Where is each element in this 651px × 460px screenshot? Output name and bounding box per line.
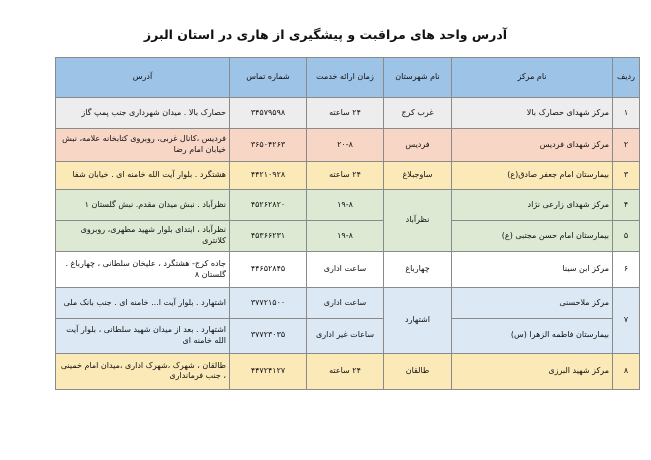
center-name: مرکز شهید البرزی bbox=[452, 353, 613, 389]
service-time: ساعات غیر اداری bbox=[307, 318, 384, 353]
phone-number: ۴۵۳۶۶۲۳۱ bbox=[230, 221, 307, 252]
city-name: غرب کرج bbox=[384, 98, 452, 129]
header-center-name: نام مرکز bbox=[452, 58, 613, 98]
table-row bbox=[56, 98, 640, 129]
service-time: ۱۹-۸ bbox=[307, 221, 384, 252]
service-time: ۲۴ ساعته bbox=[307, 161, 384, 189]
phone-number: ۴۴۶۵۲۸۴۵ bbox=[230, 252, 307, 288]
table-row bbox=[56, 353, 640, 389]
address: حصارک بالا . میدان شهرداری جنب پمپ گاز bbox=[56, 98, 230, 129]
row-number: ۲ bbox=[613, 129, 640, 162]
address: هشتگرد . بلوار آیت الله خامنه ای . خیابان شفا bbox=[56, 161, 230, 189]
table-row bbox=[56, 189, 640, 221]
city-name: ساوجبلاغ bbox=[384, 161, 452, 189]
phone-number: ۳۴۵۷۹۵۹۸ bbox=[230, 98, 307, 129]
service-time: ۲۴ ساعته bbox=[307, 353, 384, 389]
city-name: چهارباغ bbox=[384, 252, 452, 288]
center-name: مرکز شهدای حصارک بالا bbox=[452, 98, 613, 129]
table-row bbox=[56, 221, 640, 252]
address: اشتهارد . بعد از میدان شهید سلطانی ، بلوار آیت الله خامنه ای bbox=[56, 318, 230, 353]
address: طالقان ، شهرک ،شهرک اداری ،میدان امام خمینی ، جنب فرمانداری bbox=[56, 353, 230, 389]
header-phone: شماره تماس bbox=[230, 58, 307, 98]
row-number: ۴ bbox=[613, 189, 640, 221]
row-number: ۱ bbox=[613, 98, 640, 129]
service-time: ساعت اداری bbox=[307, 288, 384, 319]
table-row bbox=[56, 288, 640, 319]
row-number: ۳ bbox=[613, 161, 640, 189]
header-service-time: زمان ارائه خدمت bbox=[307, 58, 384, 98]
center-name: مرکز ملاحسنی bbox=[452, 288, 613, 319]
header-city: نام شهرستان bbox=[384, 58, 452, 98]
center-name: مرکز شهدای فردیس bbox=[452, 129, 613, 162]
city-name: اشتهارد bbox=[384, 288, 452, 354]
service-time: ۲۰-۸ bbox=[307, 129, 384, 162]
center-name: مرکز ابن سینا bbox=[452, 252, 613, 288]
row-number: ۸ bbox=[613, 353, 640, 389]
service-time: ساعت اداری bbox=[307, 252, 384, 288]
address: فردیس ،کانال غربی، روبروی کتابخانه علامه، نبش خیابان امام رضا bbox=[56, 129, 230, 162]
header-row-number: ردیف bbox=[613, 58, 640, 98]
header-address: آدرس bbox=[56, 58, 230, 98]
phone-number: ۴۴۲۱۰۹۲۸ bbox=[230, 161, 307, 189]
city-name: فردیس bbox=[384, 129, 452, 162]
phone-number: ۴۴۷۲۴۱۲۷ bbox=[230, 353, 307, 389]
row-number: ۷ bbox=[613, 288, 640, 354]
row-number: ۵ bbox=[613, 221, 640, 252]
phone-number: ۳۷۷۲۱۵۰۰ bbox=[230, 288, 307, 319]
phone-number: ۴۵۲۶۲۸۲۰ bbox=[230, 189, 307, 221]
table-row bbox=[56, 161, 640, 189]
service-time: ۱۹-۸ bbox=[307, 189, 384, 221]
table-row bbox=[56, 129, 640, 162]
page-title: آدرس واحد های مراقبت و پیشگیری از هاری در استان البرز bbox=[143, 27, 508, 42]
city-name: طالقان bbox=[384, 353, 452, 389]
phone-number: ۳۶۵۰۴۲۶۳ bbox=[230, 129, 307, 162]
address: جاده کرج- هشتگرد ، علیخان سلطانی ، چهارباغ . گلستان ۸ bbox=[56, 252, 230, 288]
phone-number: ۳۷۷۲۳۰۳۵ bbox=[230, 318, 307, 353]
centers-table bbox=[55, 57, 640, 390]
row-number: ۶ bbox=[613, 252, 640, 288]
city-name: نظرآباد bbox=[384, 189, 452, 252]
center-name: بیمارستان فاطمه الزهرا (س) bbox=[452, 318, 613, 353]
center-name: بیمارستان امام حسن مجتبی (ع) bbox=[452, 221, 613, 252]
table-row bbox=[56, 318, 640, 353]
table-row bbox=[56, 252, 640, 288]
center-name: بیمارستان امام جعفر صادق(ع) bbox=[452, 161, 613, 189]
address: نظرآباد . نبش میدان مقدم. نبش گلستان ۱ bbox=[56, 189, 230, 221]
address: اشتهارد . بلوار آیت ا... خامنه ای . جنب بانک ملی bbox=[56, 288, 230, 319]
address: نظرآباد ، ابتدای بلوار شهید مطهری، روبروی کلانتری bbox=[56, 221, 230, 252]
center-name: مرکز شهدای زارعی نژاد bbox=[452, 189, 613, 221]
service-time: ۲۴ ساعته bbox=[307, 98, 384, 129]
header-row bbox=[56, 58, 640, 98]
